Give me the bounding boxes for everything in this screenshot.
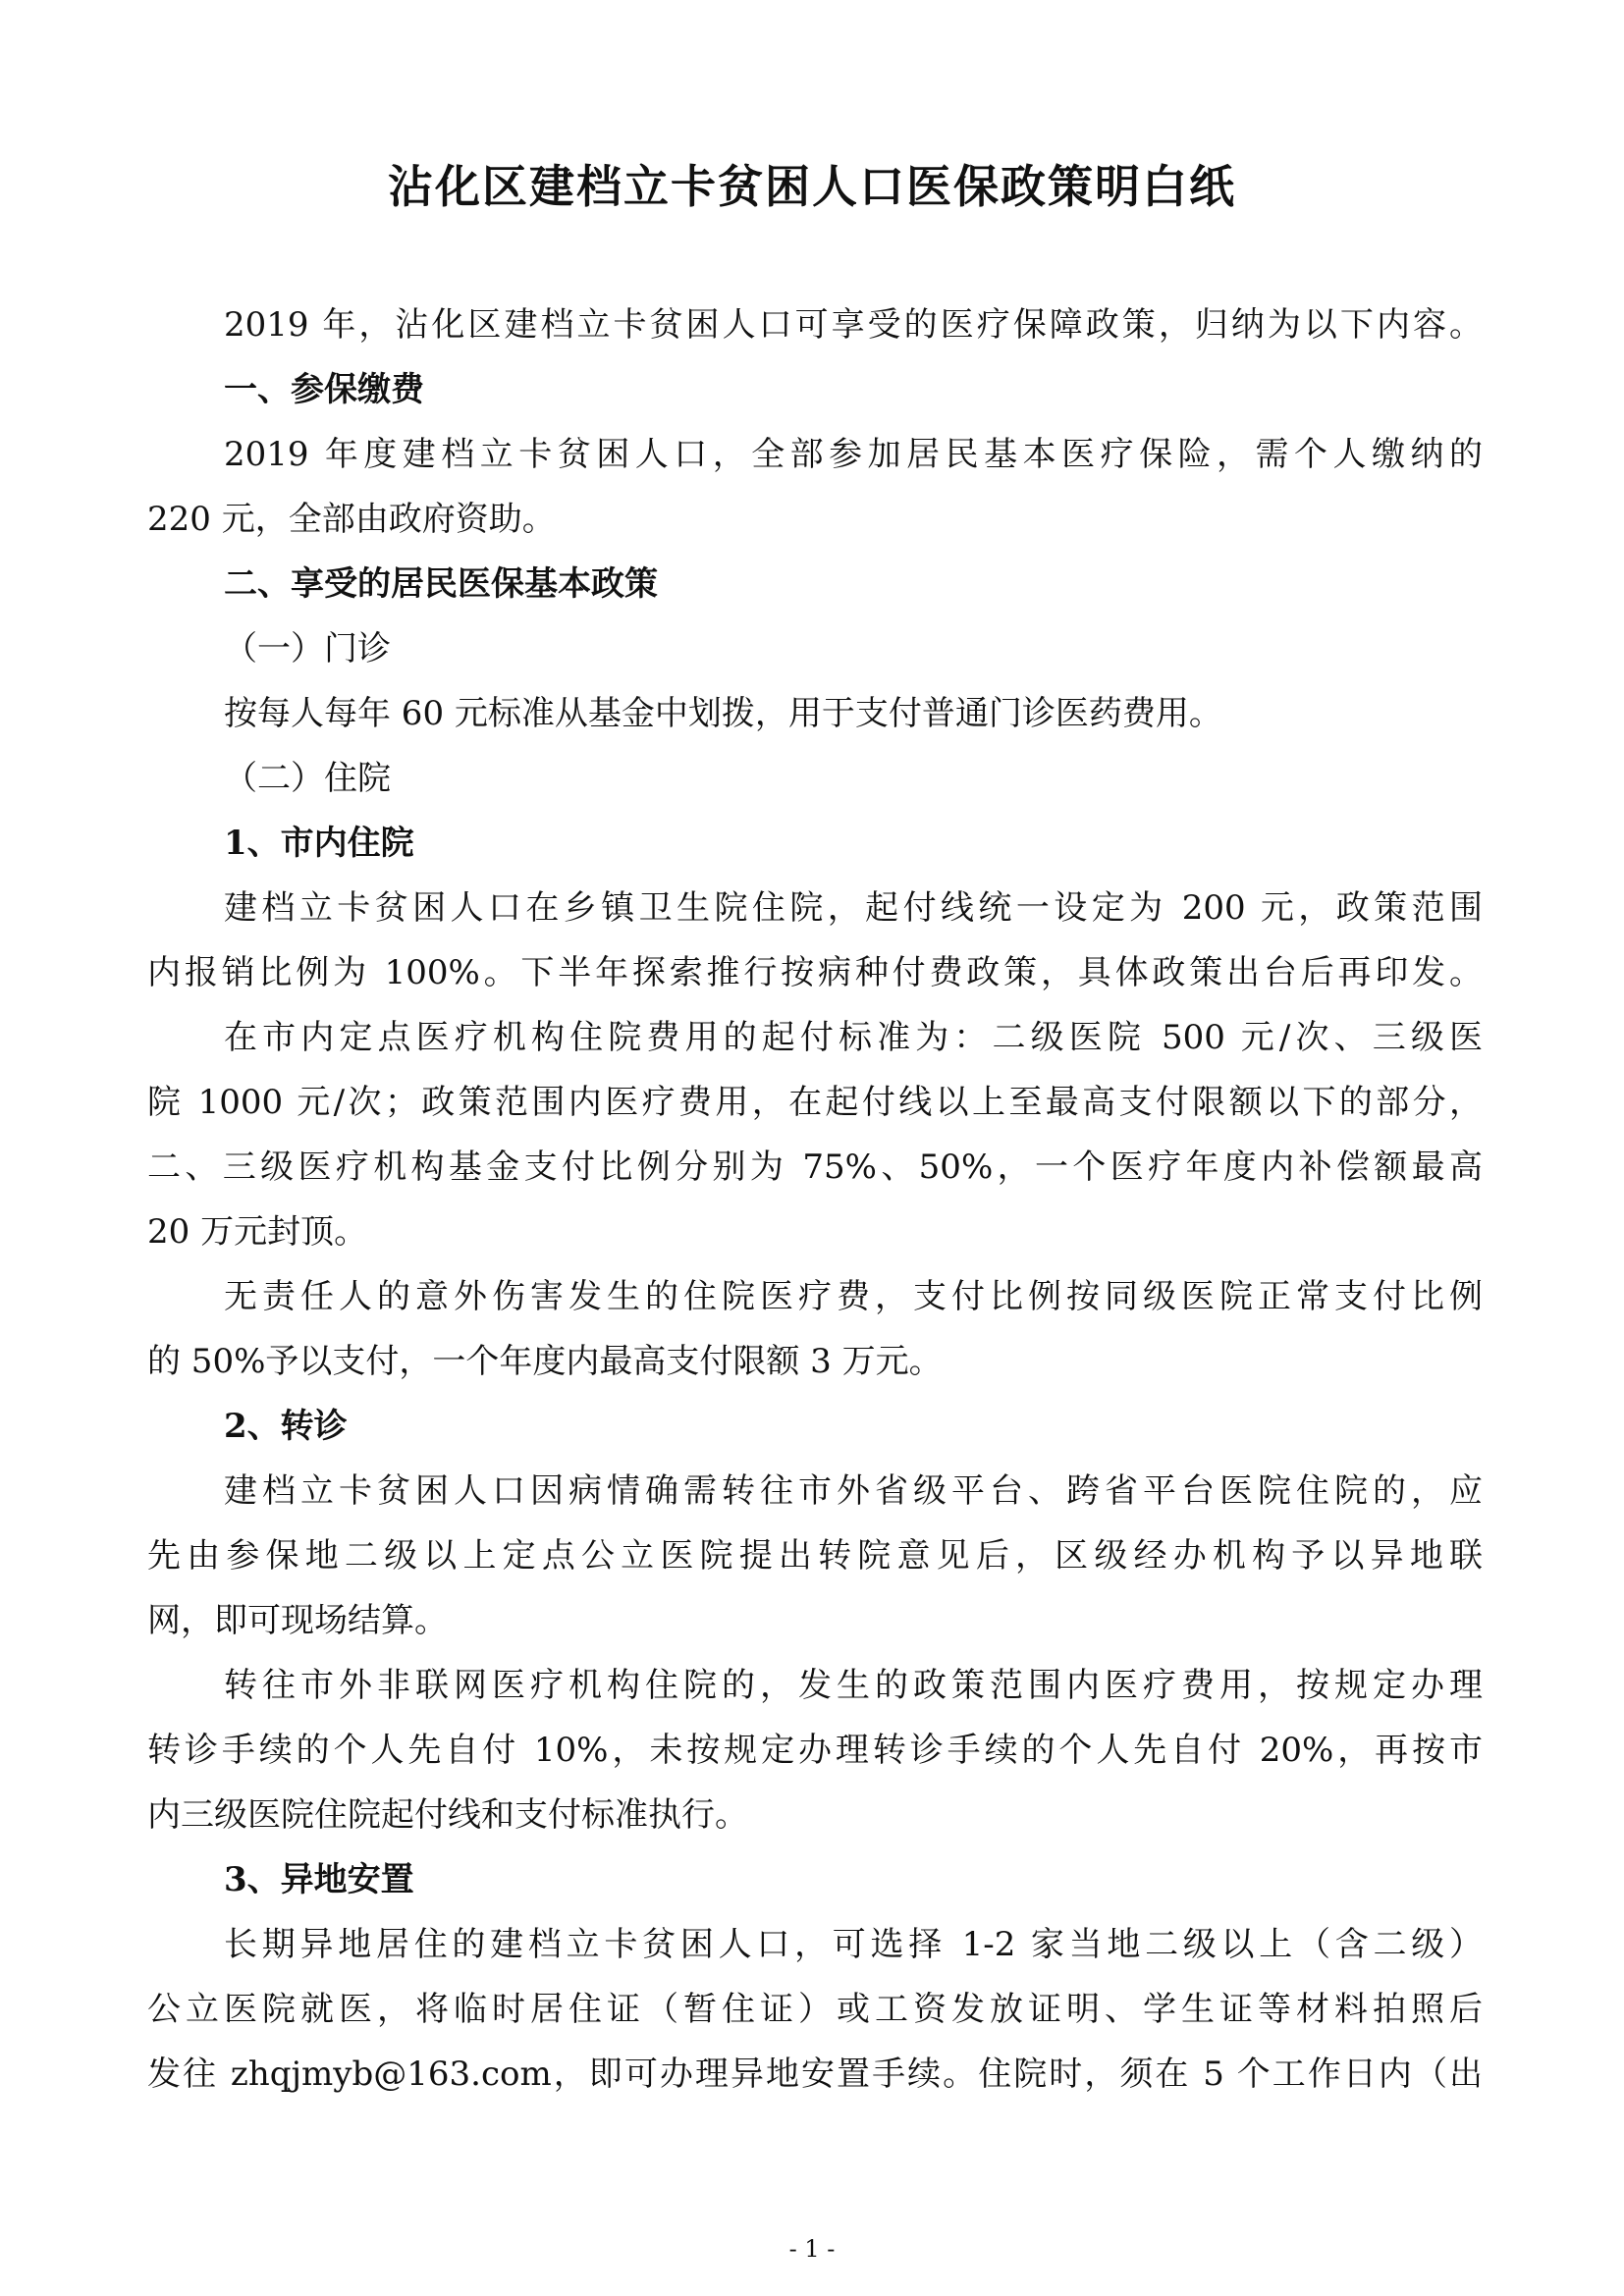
text-line: 公立医院就医，将临时居住证（暂住证）或工资发放证明、学生证等材料拍照后 [147,1990,1483,2029]
text-line: 院 1000 元/次；政策范围内医疗费用，在起付线以上至最高支付限额以下的部分， [147,1083,1483,1122]
document-body [147,293,1483,2107]
text-line: 内三级医院住院起付线和支付标准执行。 [147,1795,748,1835]
text-line: 内报销比例为 100%。下半年探索推行按病种付费政策，具体政策出台后再印发。 [147,953,1483,992]
page-number: - 1 - [788,2235,836,2263]
text-line: （一）门诊 [224,629,391,668]
text-line: 转往市外非联网医疗机构住院的，发生的政策范围内医疗费用，按规定办理 [224,1666,1483,1705]
text-line: 在市内定点医疗机构住院费用的起付标准为：二级医院 500 元/次、三级医 [224,1018,1483,1057]
section-heading: 1、市内住院 [224,824,414,863]
text-line: 2019 年度建档立卡贫困人口，全部参加居民基本医疗保险，需个人缴纳的 [224,435,1483,474]
text-line: 按每人每年 60 元标准从基金中划拨，用于支付普通门诊医药费用。 [224,694,1222,733]
text-line: 无责任人的意外伤害发生的住院医疗费，支付比例按同级医院正常支付比例 [224,1277,1483,1316]
text-line: 网，即可现场结算。 [147,1601,448,1640]
section-heading: 3、异地安置 [224,1860,414,1899]
document-title: 沾化区建档立卡贫困人口医保政策明白纸 [388,160,1236,213]
section-heading: 2、转诊 [224,1407,348,1446]
text-line: 建档立卡贫困人口因病情确需转往市外省级平台、跨省平台医院住院的，应 [224,1471,1483,1511]
section-heading: 一、参保缴费 [224,370,424,409]
text-line: 长期异地居住的建档立卡贫困人口，可选择 1-2 家当地二级以上（含二级） [224,1925,1483,1964]
section-heading: 二、享受的居民医保基本政策 [224,564,658,604]
text-line: 2019 年，沾化区建档立卡贫困人口可享受的医疗保障政策，归纳为以下内容。 [224,305,1483,345]
text-line: 的 50%予以支付，一个年度内最高支付限额 3 万元。 [147,1342,943,1381]
text-line: （二）住院 [224,759,391,798]
text-line: 建档立卡贫困人口在乡镇卫生院住院，起付线统一设定为 200 元，政策范围 [224,888,1483,928]
text-line: 220 元，全部由政府资助。 [147,500,556,539]
text-line: 20 万元封顶。 [147,1212,368,1252]
text-line: 先由参保地二级以上定点公立医院提出转院意见后，区级经办机构予以异地联 [147,1536,1483,1575]
text-line: 二、三级医疗机构基金支付比例分别为 75%、50%，一个医疗年度内补偿额最高 [147,1148,1483,1187]
text-line: 转诊手续的个人先自付 10%，未按规定办理转诊手续的个人先自付 20%，再按市 [147,1731,1483,1770]
text-line: 发往 zhqjmyb@163.com，即可办理异地安置手续。住院时，须在 5 个工作日内（出 [147,2055,1483,2094]
